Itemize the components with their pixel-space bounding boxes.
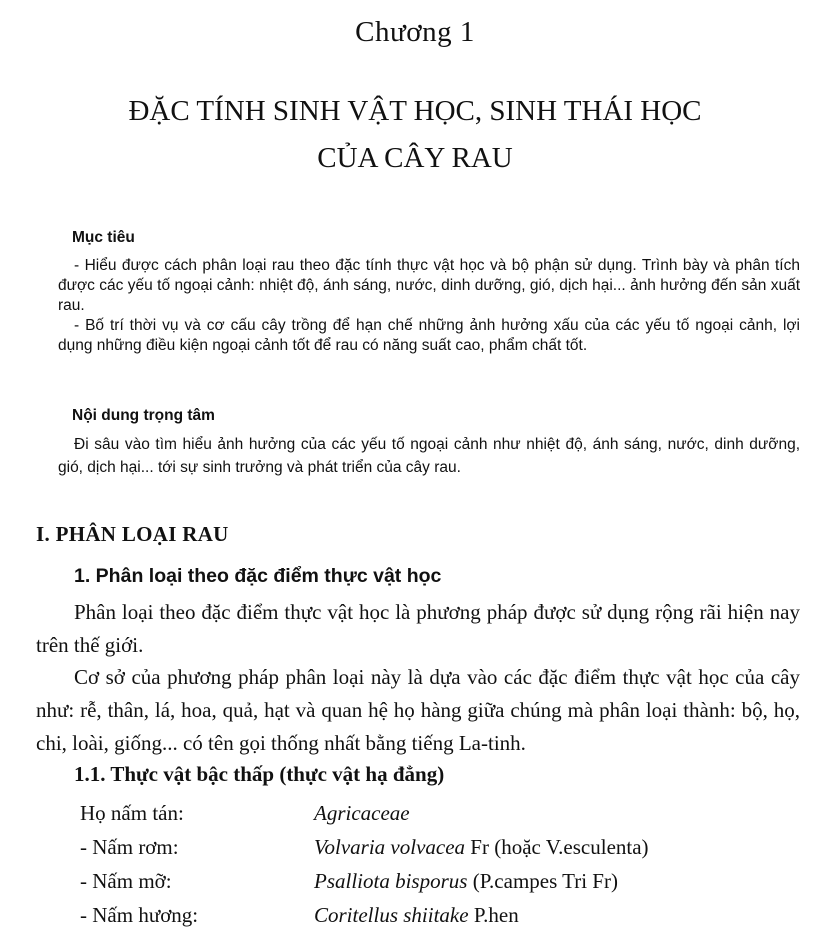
- paragraph-1: Phân loại theo đặc điểm thực vật học là phương pháp được sử dụng rộng rãi hiện nay trên thế giới.: [36, 600, 800, 657]
- taxa-scientific: [314, 903, 519, 927]
- taxa-row: [80, 830, 649, 864]
- subsection-heading: 1. Phân loại theo đặc điểm thực vật học: [74, 565, 442, 587]
- taxa-scientific: [314, 801, 410, 825]
- taxa-common-name: Họ nấm tán:: [80, 801, 184, 825]
- focus-text: Đi sâu vào tìm hiểu ảnh hưởng của các yếu tố ngoại cảnh như nhiệt độ, ánh sáng, nước, dinh dưỡng, gió, dịch hại... tới sự sinh trưởng và phát triển của cây rau.: [58, 436, 800, 476]
- taxa-scientific: [314, 869, 618, 893]
- focus-heading: Nội dung trọng tâm: [72, 407, 215, 424]
- taxa-scientific: [314, 835, 649, 859]
- objectives-list: [58, 256, 800, 356]
- section-heading: I. PHÂN LOẠI RAU: [36, 522, 229, 546]
- taxa-latin-name: Volvaria volvacea: [314, 835, 466, 859]
- taxa-row: [80, 796, 649, 830]
- taxa-latin-name: Psalliota bisporus: [314, 869, 468, 893]
- taxa-author: P.hen: [468, 903, 519, 927]
- chapter-title-line-2: CỦA CÂY RAU: [317, 142, 513, 174]
- subsubsection-heading: 1.1. Thực vật bậc thấp (thực vật hạ đẳng): [74, 762, 445, 786]
- taxa-author: Fr (hoặc V.esculenta): [465, 835, 649, 859]
- taxa-common-name: - Nấm rơm:: [80, 835, 179, 859]
- chapter-label: Chương 1: [355, 16, 475, 48]
- taxa-common-name: - Nấm mỡ:: [80, 869, 172, 893]
- taxa-list: [80, 796, 649, 932]
- objectives-heading: Mục tiêu: [72, 229, 135, 246]
- chapter-title-line-1: ĐẶC TÍNH SINH VẬT HỌC, SINH THÁI HỌC: [128, 95, 702, 127]
- taxa-latin-name: Coritellus shiitake: [314, 903, 469, 927]
- taxa-latin-name: Agricaceae: [314, 801, 410, 825]
- taxa-common-name: - Nấm hương:: [80, 903, 199, 927]
- taxa-author: (P.campes Tri Fr): [467, 869, 618, 893]
- paragraph-2: Cơ sở của phương pháp phân loại này là dựa vào các đặc điểm thực vật học của cây như: rễ, thân, lá, hoa, quả, hạt và quan hệ họ hàng giữa chúng mà phân loại thành: bộ, họ, chi, loài, giống... có tên gọi thống nhất bằng tiếng La-tinh.: [36, 665, 800, 755]
- objective-item-2: - Bố trí thời vụ và cơ cấu cây trồng để hạn chế những ảnh hưởng xấu của các yếu tố ngoại cảnh, lợi dụng những điều kiện ngoại cảnh tốt để rau có năng suất cao, phẩm chất tốt.: [58, 317, 800, 354]
- objective-item-1: - Hiểu được cách phân loại rau theo đặc tính thực vật học và bộ phận sử dụng. Trình bày và phân tích được các yếu tố ngoại cảnh: nhiệt độ, ánh sáng, nước, dinh dưỡng, gió, dịch hại... ảnh hưởng đến sản xuất rau.: [58, 257, 800, 314]
- chapter-title: [0, 88, 830, 182]
- taxa-row: [80, 864, 649, 898]
